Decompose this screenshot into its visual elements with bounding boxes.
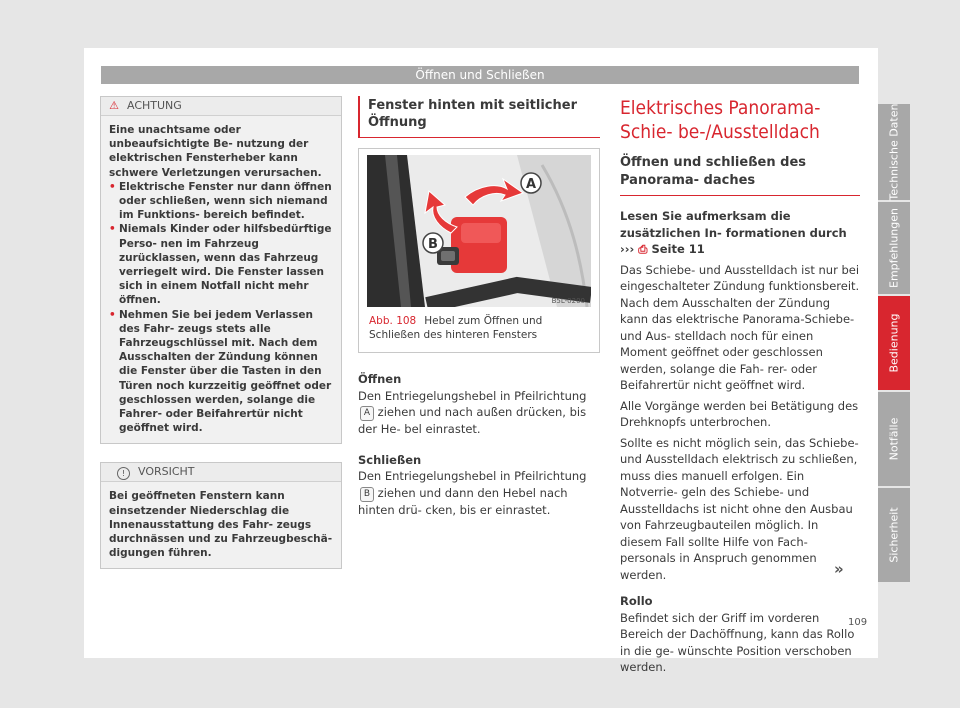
reference-arrows: ››› bbox=[620, 242, 635, 256]
tab-label: Notfälle bbox=[887, 417, 901, 461]
figure-label-a: A bbox=[525, 177, 537, 192]
figure-caption bbox=[359, 307, 599, 352]
page-reference-link[interactable]: Seite 11 bbox=[651, 242, 705, 256]
page-header: Öffnen und Schließen bbox=[101, 66, 859, 84]
panorama-p3: Sollte es nicht möglich sein, das Schiebe- und Ausstelldach elektrisch zu schließen, muss dies manuell erfolgen. Ein Notverrie- geln des Schiebe- und Ausstelldachs ist nicht ohne den Ausbau von Fahrzeugbauteilen möglich. In diesem Fall sollte Hilfe von Fach- personals in Anspruch genommen werden. bbox=[620, 435, 859, 582]
panorama-subtitle: Öffnen und schließen des Panorama- daches bbox=[620, 154, 860, 196]
bullet-icon: • bbox=[109, 180, 116, 193]
lead-text: Lesen Sie aufmerksam die zusätzlichen In- formationen durch bbox=[620, 209, 847, 240]
warning-bullet bbox=[109, 308, 333, 436]
close-text-2: ziehen und dann den Hebel nach hinten drü- cken, bis er einrastet. bbox=[358, 485, 568, 517]
tab-label: Empfehlungen bbox=[887, 208, 901, 288]
tab-label: Sicherheit bbox=[887, 507, 901, 563]
warning-box-body bbox=[101, 116, 341, 443]
tab-technische-daten[interactable] bbox=[878, 104, 910, 200]
notice-box-header bbox=[101, 463, 341, 482]
close-title: Schließen bbox=[358, 452, 422, 467]
page-number: 109 bbox=[848, 617, 868, 628]
warning-intro: Eine unachtsame oder unbeaufsichtigte Be- nutzung der elektrischen Fensterheber kann schwere Verletzungen verursachen. bbox=[109, 124, 322, 179]
notice-box bbox=[100, 462, 342, 569]
figure-code: B5L-0200 bbox=[551, 297, 585, 305]
notice-text: Bei geöffneten Fenstern kann einsetzender Niederschlag die Innenausstattung des Fahr- zeugs durchnässen und zu Fahrzeugbeschä- digungen führen. bbox=[109, 490, 333, 560]
figure-108 bbox=[358, 148, 600, 353]
figure-number: Abb. 108 bbox=[369, 315, 417, 327]
key-b-badge: B bbox=[360, 487, 374, 502]
figure-image bbox=[367, 155, 591, 307]
tab-bedienung[interactable] bbox=[878, 296, 910, 390]
warning-bullet-text: Nehmen Sie bei jedem Verlassen des Fahr- zeugs stets alle Fahrzeugschlüssel mit. Nach dem Ausschalten der Zündung können die Fenster über die Tasten in den Türen noch kurzzeitig geöffnet oder geschlossen werden, solange die Fahrer- oder Beifahrertür nicht geöffnet wird. bbox=[119, 308, 332, 435]
figure-caption-text: Hebel zum Öffnen und Schließen des hinteren Fensters bbox=[369, 315, 543, 341]
panorama-p2: Alle Vorgänge werden bei Betätigung des Drehknopfs unterbrochen. bbox=[620, 398, 859, 429]
column-rear-window bbox=[358, 96, 600, 518]
column-warnings bbox=[100, 96, 342, 569]
panorama-p1: Das Schiebe- und Ausstelldach ist nur bei eingeschalteter Zündung funktionsbereit. Nach dem Ausschalten der Zündung kann das elektrische Panorama-Schiebe- und Aus- stelldach noch für einen Moment geöffnet oder geschlossen werden, solange die Fah- rer- oder Beifahrertür nicht geöffnet wird. bbox=[620, 262, 860, 392]
tab-sicherheit[interactable] bbox=[878, 488, 910, 582]
bullet-icon: • bbox=[109, 223, 116, 236]
tab-notfaelle[interactable] bbox=[878, 392, 910, 486]
tab-empfehlungen[interactable] bbox=[878, 202, 910, 294]
key-a-badge: A bbox=[360, 406, 374, 421]
info-circle-icon: ! bbox=[117, 467, 130, 480]
warning-box bbox=[100, 96, 342, 444]
close-paragraph bbox=[358, 468, 600, 518]
tab-label: Technische Daten bbox=[887, 103, 901, 201]
warning-bullet-text: Elektrische Fenster nur dann öffnen oder schließen, wenn sich niemand im Funktions- bereich befindet. bbox=[119, 180, 332, 222]
bullet-icon: • bbox=[109, 308, 116, 321]
notice-box-body bbox=[101, 482, 341, 568]
column-panorama bbox=[620, 96, 860, 676]
notice-label: VORSICHT bbox=[138, 465, 195, 479]
figure-label-b: B bbox=[428, 237, 438, 252]
open-text-2: ziehen und nach außen drücken, bis der He- bel einrastet. bbox=[358, 405, 587, 436]
warning-box-header bbox=[101, 97, 341, 116]
continue-marker: » bbox=[834, 560, 844, 578]
warning-bullet-text: Niemals Kinder oder hilfsbedürftige Perso- nen im Fahrzeug zurücklassen, wenn das Fahrzeug verriegelt wird. Die Fenster lassen sich in einem Notfall nicht mehr öffnen. bbox=[119, 223, 332, 307]
open-text-1: Den Entriegelungshebel in Pfeilrichtung bbox=[358, 388, 587, 403]
open-title: Öffnen bbox=[358, 372, 402, 386]
warning-bullet bbox=[109, 180, 333, 223]
book-icon: ⎙ bbox=[638, 242, 648, 256]
open-paragraph bbox=[358, 388, 600, 438]
rollo-title: Rollo bbox=[620, 594, 653, 608]
panorama-title: Elektrisches Panorama-Schie- be-/Ausstelldach bbox=[620, 97, 821, 143]
warning-triangle-icon: ⚠ bbox=[109, 99, 119, 112]
rear-window-heading: Fenster hinten mit seitlicher Öffnung bbox=[358, 96, 600, 138]
close-text-1: Den Entriegelungshebel in Pfeilrichtung bbox=[358, 469, 587, 483]
window-lever-illustration bbox=[367, 155, 591, 307]
rollo-text: Befindet sich der Griff im vorderen Bereich der Dachöffnung, kann das Rollo in die ge- wünschte Position verschoben werden. bbox=[620, 610, 855, 674]
warning-label: ACHTUNG bbox=[127, 99, 182, 112]
panorama-lead bbox=[620, 208, 860, 258]
tab-label: Bedienung bbox=[887, 313, 901, 373]
warning-bullet bbox=[109, 222, 333, 307]
